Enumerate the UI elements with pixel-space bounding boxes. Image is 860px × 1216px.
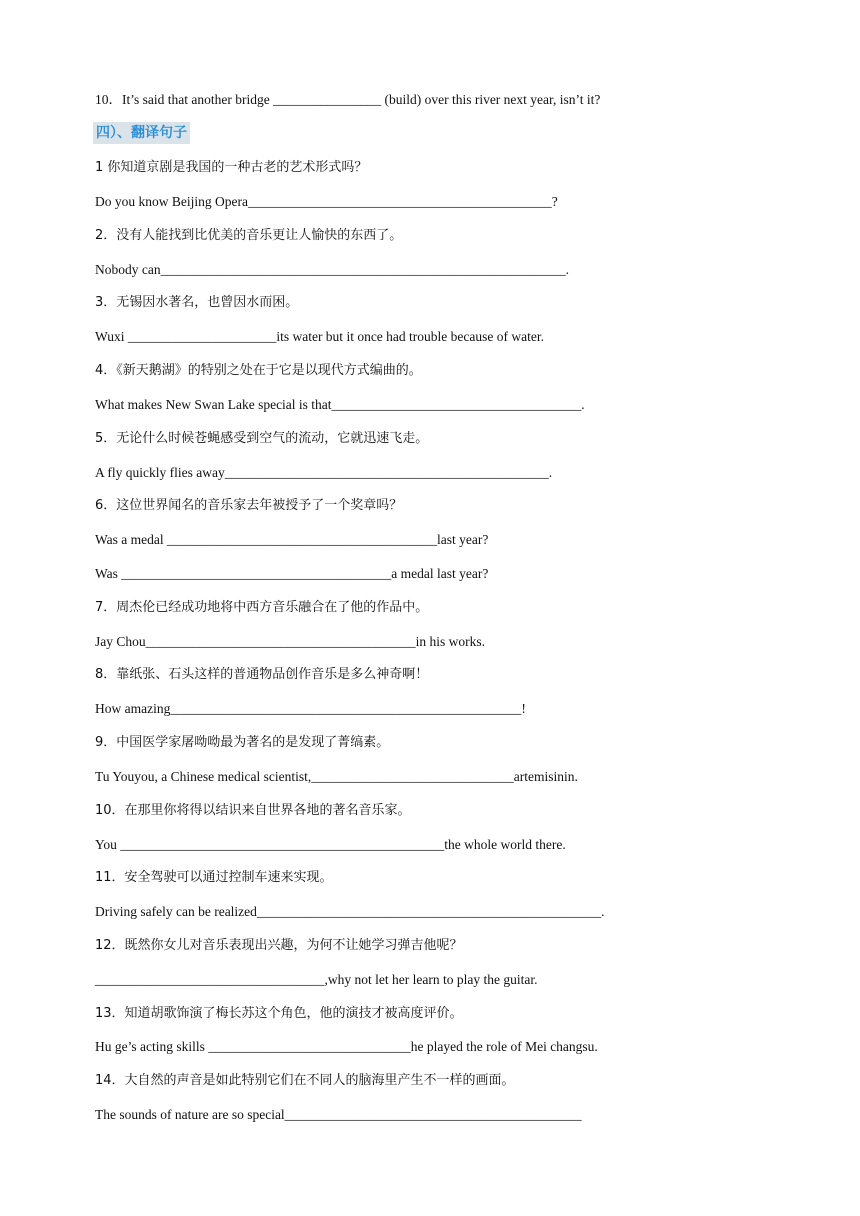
- item-8-chinese: 8．靠纸张、石头这样的普通物品创作音乐是多么神奇啊！: [95, 667, 429, 682]
- item-13-chinese: 13．知道胡歌饰演了梅长苏这个角色，他的演技才被高度评价。: [95, 1006, 463, 1021]
- item-3-chinese: 3．无锡因水著名，也曾因水而困。: [95, 295, 299, 310]
- section-heading: 四）、翻译句子: [93, 122, 190, 144]
- item-14-english: The sounds of nature are so special____________________________________________: [95, 1107, 582, 1122]
- question-10-build: 10．It’s said that another bridge ________________ (build) over this river next year, isn’t it?: [95, 92, 601, 107]
- item-12-english: __________________________________,why not let her learn to play the guitar.: [95, 972, 538, 987]
- item-4-english: What makes New Swan Lake special is that_____________________________________.: [95, 397, 585, 412]
- item-14-chinese: 14．大自然的声音是如此特别它们在不同人的脑海里产生不一样的画面。: [95, 1073, 515, 1088]
- item-11-english: Driving safely can be realized___________________________________________________.: [95, 904, 605, 919]
- item-7-chinese: 7．周杰伦已经成功地将中西方音乐融合在了他的作品中。: [95, 600, 429, 615]
- item-13-english: Hu ge’s acting skills ______________________________he played the role of Mei changsu.: [95, 1039, 598, 1054]
- item-10-chinese: 10．在那里你将得以结识来自世界各地的著名音乐家。: [95, 803, 411, 818]
- item-4-chinese: 4．《新天鹅湖》的特别之处在于它是以现代方式编曲的。: [95, 363, 422, 378]
- item-9-english: Tu Youyou, a Chinese medical scientist,______________________________artemisinin.: [95, 769, 578, 784]
- item-5-english: A fly quickly flies away________________________________________________.: [95, 465, 553, 480]
- item-11-chinese: 11．安全驾驶可以通过控制车速来实现。: [95, 870, 333, 885]
- item-8-english: How amazing____________________________________________________!: [95, 701, 526, 716]
- item-1-chinese: 1 你知道京剧是我国的一种古老的艺术形式吗？: [95, 160, 368, 175]
- item-12-chinese: 12．既然你女儿对音乐表现出兴趣，为何不让她学习弹吉他呢？: [95, 938, 463, 953]
- item-5-chinese: 5．无论什么时候苍蝇感受到空气的流动，它就迅速飞走。: [95, 431, 429, 446]
- item-9-chinese: 9．中国医学家屠呦呦最为著名的是发现了菁缟素。: [95, 735, 390, 750]
- item-6-chinese: 6．这位世界闻名的音乐家去年被授予了一个奖章吗？: [95, 498, 403, 513]
- item-6-english-b: Was ________________________________________a medal last year?: [95, 566, 489, 581]
- item-2-chinese: 2．没有人能找到比优美的音乐更让人愉快的东西了。: [95, 228, 403, 243]
- item-3-english: Wuxi ______________________its water but it once had trouble because of water.: [95, 329, 544, 344]
- item-6-english-a: Was a medal ________________________________________last year?: [95, 532, 489, 547]
- item-10-english: You ________________________________________________the whole world there.: [95, 837, 566, 852]
- item-1-english: Do you know Beijing Opera_____________________________________________?: [95, 194, 558, 209]
- item-2-english: Nobody can____________________________________________________________.: [95, 262, 569, 277]
- item-7-english: Jay Chou________________________________________in his works.: [95, 634, 486, 649]
